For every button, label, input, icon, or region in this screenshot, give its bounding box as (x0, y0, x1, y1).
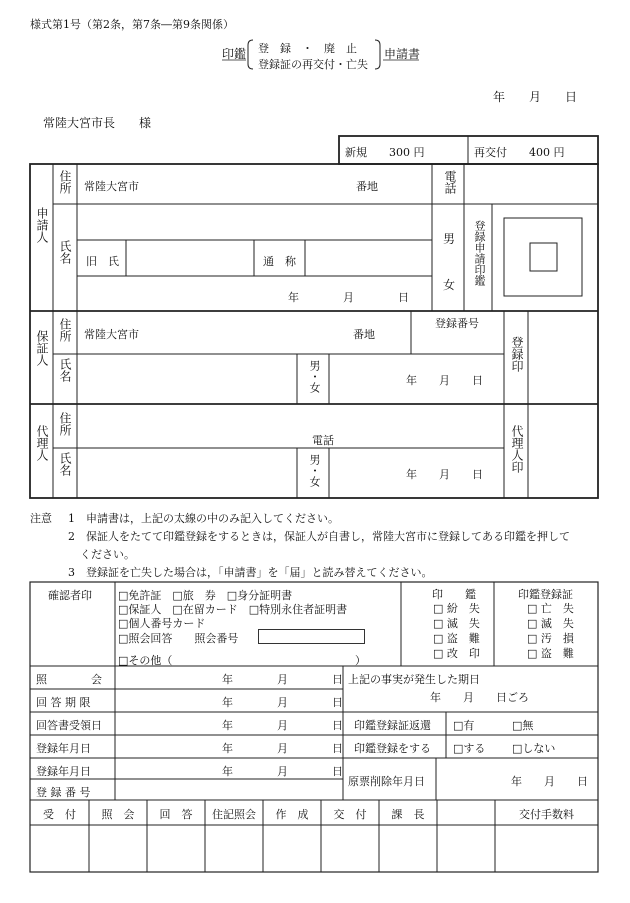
agent-gender[interactable]: 男・女 (308, 454, 321, 487)
row-label: 照 会 (36, 673, 102, 686)
title-suffix: 申請書 (384, 47, 421, 61)
applicant-seal-label: 登録申請印鑑 (473, 220, 486, 286)
seal-status-heading: 印 鑑 (432, 588, 476, 601)
cert-status-item[interactable]: □ 滅 失 (527, 617, 574, 630)
id-check-row3[interactable]: □個人番号カード (118, 617, 206, 630)
applicant-alias-label: 通 称 (263, 255, 296, 268)
guarantor-section-label: 保証人 (35, 330, 49, 366)
register-no[interactable]: □しない (512, 742, 556, 755)
guarantor-dob: 年 月 日 (406, 374, 483, 387)
register-yes[interactable]: □する (453, 742, 486, 755)
seal-status-item[interactable]: □ 紛 失 (433, 602, 480, 615)
row-label: 登録年月日 (36, 742, 91, 755)
footer-header: 住記照会 (212, 808, 256, 821)
row-label: 回 答 期 限 (36, 696, 91, 709)
cert-status-item[interactable]: □ 汚 損 (527, 632, 574, 645)
guarantor-address-label: 住所 (58, 318, 72, 342)
cert-return-label: 印鑑登録証返還 (354, 719, 431, 732)
applicant-section-label: 申請人 (35, 207, 49, 243)
guarantor-banchi: 番地 (353, 328, 375, 341)
seal-status-item[interactable]: □ 改 印 (433, 647, 480, 660)
applicant-name-field[interactable] (78, 205, 431, 239)
applicant-phone-field[interactable] (465, 165, 597, 203)
applicant-address-value: 常陸大宮市 (84, 180, 139, 193)
footer-header: 作 成 (275, 808, 309, 821)
deletion-date-value: 年 月 日 (511, 775, 588, 788)
agent-address-label: 住所 (58, 412, 72, 436)
guarantor-reg-no-label: 登録番号 (435, 317, 479, 330)
cert-return-yes[interactable]: □有 (453, 719, 475, 732)
applicant-old-name-label: 旧 氏 (86, 255, 119, 268)
row-date: 年 月 日 (222, 673, 343, 686)
applicant-banchi: 番地 (356, 180, 378, 193)
title-option-reissue: 登録証の再交付・亡失 (258, 58, 368, 71)
notes-prefix: 注意 (30, 512, 52, 525)
note-2: 2 保証人をたてて印鑑登録をするときは，保証人が自書し，常陸大宮市に登録してある印鑑を押して (68, 530, 570, 543)
id-check-row1[interactable]: □免許証 □旅 券 □身分証明書 (118, 589, 293, 602)
cert-status-item[interactable]: □ 亡 失 (527, 602, 574, 615)
row-date: 年 月 日 (222, 765, 343, 778)
agent-section-label: 代理人 (35, 425, 49, 461)
applicant-address-label: 住所 (58, 170, 72, 194)
row-date: 年 月 日 (222, 696, 343, 709)
register-label: 印鑑登録をする (354, 742, 431, 755)
applicant-gender-male[interactable]: 男 (443, 232, 456, 246)
fee-reissue: 再交付 400 円 (474, 146, 565, 159)
footer-header: 回 答 (159, 808, 193, 821)
cert-return-no[interactable]: □無 (512, 719, 534, 732)
guarantor-name-label: 氏名 (58, 358, 72, 382)
row-date: 年 月 日 (222, 742, 343, 755)
id-check-row2[interactable]: □保証人 □在留カード □特別永住者証明書 (118, 603, 348, 616)
applicant-dob: 年 月 日 (288, 291, 409, 304)
id-check-other[interactable]: □その他（ (118, 654, 173, 667)
row-date: 年 月 日 (222, 719, 343, 732)
note-1: 1 申請書は，上記の太線の中のみ記入してください。 (68, 512, 339, 525)
event-date-value: 年 月 日ごろ (430, 691, 529, 704)
footer-header: 課 長 (391, 808, 425, 821)
agent-seal-label: 代理人印 (510, 425, 524, 473)
footer-header: 照 会 (101, 808, 135, 821)
confirmer-seal-label: 確認者印 (48, 589, 92, 602)
row-label: 登 録 番 号 (36, 786, 91, 799)
event-date-label: 上記の事実が発生した期日 (348, 673, 480, 686)
guarantor-seal-label: 登録印 (510, 336, 524, 372)
title-option-register: 登 録 ・ 廃 止 (258, 42, 357, 55)
seal-stamp-area[interactable] (505, 219, 581, 295)
application-date: 年 月 日 (493, 90, 578, 104)
seal-status-item[interactable]: □ 滅 失 (433, 617, 480, 630)
cert-status-heading: 印鑑登録証 (518, 588, 573, 601)
footer-header: 交付手数料 (519, 808, 574, 821)
agent-phone-label: 電話 (312, 434, 334, 447)
agent-name-label: 氏名 (58, 452, 72, 476)
note-2-cont: ください。 (80, 548, 135, 561)
id-check-row4[interactable]: □照会回答 照会番号 (118, 632, 239, 645)
deletion-date-label: 原票削除年月日 (348, 775, 425, 788)
cert-status-item[interactable]: □ 盗 難 (527, 647, 574, 660)
applicant-gender-female[interactable]: 女 (443, 278, 456, 292)
title-prefix: 印鑑 (222, 47, 247, 61)
note-3: 3 登録証を亡失した場合は，「申請書」を「届」と読み替えてください。 (68, 566, 433, 579)
addressee: 常陸大宮市長 様 (43, 116, 152, 130)
id-check-other-close: ） (355, 654, 366, 667)
seal-status-item[interactable]: □ 盗 難 (433, 632, 480, 645)
guarantor-gender[interactable]: 男・女 (308, 360, 321, 393)
applicant-name-label: 氏名 (58, 240, 72, 264)
applicant-phone-label: 電話 (443, 170, 457, 194)
footer-header: 交 付 (333, 808, 367, 821)
guarantor-address-value: 常陸大宮市 (84, 328, 139, 341)
form-id: 様式第1号（第2条，第7条―第9条関係） (30, 18, 234, 31)
fee-new: 新規 300 円 (345, 146, 425, 159)
inquiry-number-field[interactable] (258, 629, 365, 644)
row-label: 登録年月日 (36, 765, 91, 778)
row-label: 回答書受領日 (36, 719, 102, 732)
footer-header: 受 付 (43, 808, 76, 821)
agent-dob: 年 月 日 (406, 468, 483, 481)
